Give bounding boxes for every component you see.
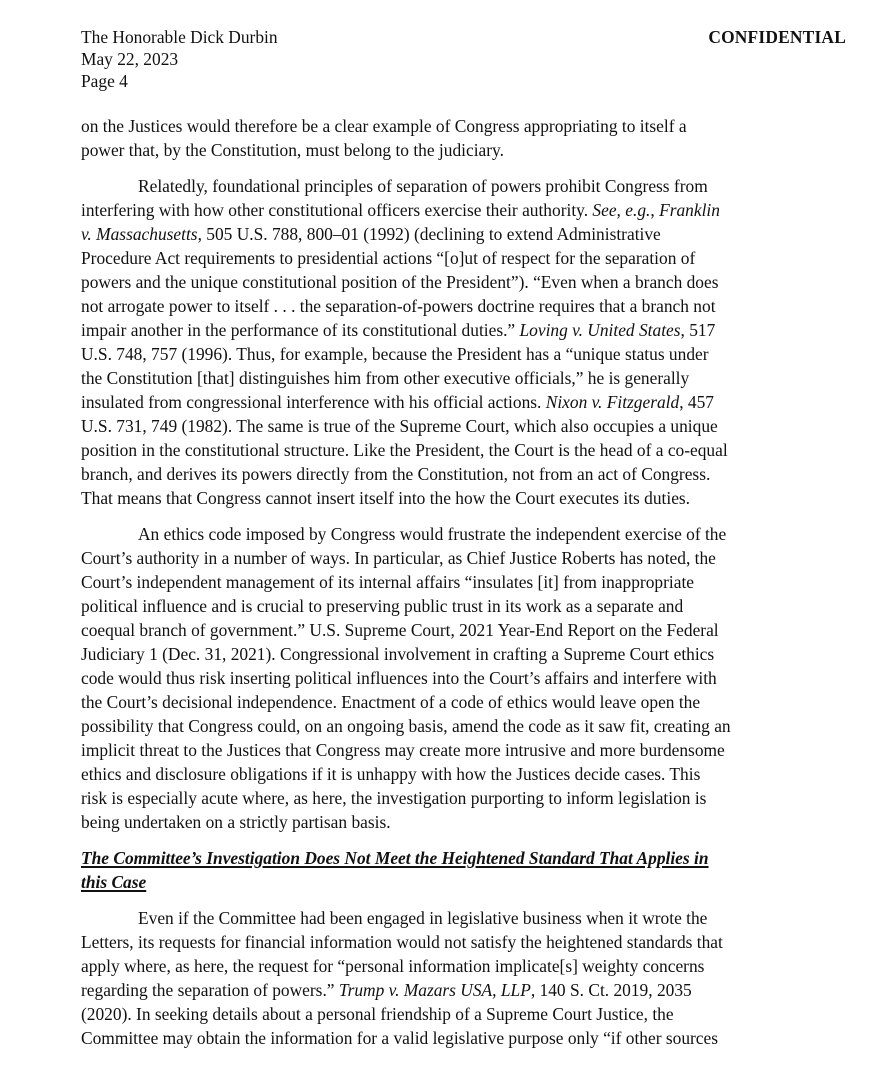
text-line: Judiciary 1 (Dec. 31, 2021). Congressional involvement in crafting a Supreme Court ethics [81,644,715,664]
text-line: coequal branch of government.” U.S. Supreme Court, 2021 Year-End Report on the Federal [81,620,719,640]
text-line: Court’s independent management of its internal affairs “insulates [it] from inappropriate [81,572,694,592]
text-line: power that, by the Constitution, must belong to the judiciary. [81,140,504,160]
case-name: v. Massachusetts [81,224,198,244]
case-name: Nixon v. Fitzgerald [545,392,680,412]
text-line: That means that Congress cannot insert itself into the how the Court executes its duties. [81,488,691,508]
text-line: An ethics code imposed by Congress would frustrate the independent exercise of the [138,524,727,544]
letter-header [81,26,278,92]
text-line: impair another in the performance of its constitutional duties.” Loving v. United States, 517 [81,320,716,340]
text-line: not arrogate power to itself . . . the separation-of-powers doctrine requires that a branch not [81,296,716,316]
text-line: insulated from congressional interference with his official actions. Nixon v. Fitzgerald, 457 [81,392,714,412]
text-line: being undertaken on a strictly partisan basis. [81,812,391,832]
text-line: apply where, as here, the request for “personal information implicate[s] weighty concerns [81,956,705,976]
text-line: on the Justices would therefore be a clear example of Congress appropriating to itself a [81,116,687,136]
paragraph-continuation [81,114,851,162]
text-line: possibility that Congress could, on an ongoing basis, amend the code as it saw fit, creating an [81,716,731,736]
text-line: Procedure Act requirements to presidential actions “[o]ut of respect for the separation of [81,248,696,268]
heading-line: The Committee’s Investigation Does Not Meet the Heightened Standard That Applies in [81,848,709,868]
heading-line: this Case [81,872,147,892]
text-line: political influence and is crucial to preserving public trust in its work as a separate and [81,596,684,616]
case-name: Franklin [659,200,720,220]
citation-signal: See, e.g. [592,200,651,220]
text-line: U.S. 748, 757 (1996). Thus, for example, because the President has a “unique status under [81,344,709,364]
page-number: Page 4 [81,71,128,91]
text-line: powers and the unique constitutional position of the President”). “Even when a branch does [81,272,719,292]
paragraph-heightened-standard [81,906,851,1050]
case-name: Loving v. United States [519,320,681,340]
text-line: U.S. 731, 749 (1982). The same is true of the Supreme Court, which also occupies a unique [81,416,718,436]
text-line: code would thus risk inserting political influences into the Court’s affairs and interfere with [81,668,717,688]
text-line: Letters, its requests for financial information would not satisfy the heightened standards that [81,932,723,952]
text-line: risk is especially acute where, as here, the investigation purporting to inform legislation is [81,788,707,808]
text-line: v. Massachusetts, 505 U.S. 788, 800–01 (1992) (declining to extend Administrative [81,224,661,244]
text-line: Committee may obtain the information for a valid legislative purpose only “if other sources [81,1028,719,1048]
section-heading [81,846,851,894]
text-line: position in the constitutional structure. Like the President, the Court is the head of a co-equal [81,440,728,460]
confidential-marking: CONFIDENTIAL [708,27,846,47]
text-line: ethics and disclosure obligations if it is unhappy with how the Justices decide cases. This [81,764,701,784]
text-line: Relatedly, foundational principles of separation of powers prohibit Congress from [138,176,708,196]
case-name: Trump v. Mazars USA, LLP [338,980,531,1000]
text-line: Even if the Committee had been engaged in legislative business when it wrote the [138,908,708,928]
text-line: (2020). In seeking details about a personal friendship of a Supreme Court Justice, the [81,1004,674,1024]
recipient-name: The Honorable Dick Durbin [81,27,278,47]
letter-date: May 22, 2023 [81,49,179,69]
paragraph-separation-of-powers [81,174,851,510]
paragraph-ethics-code [81,522,851,834]
text-line: Court’s authority in a number of ways. In particular, as Chief Justice Roberts has noted, the [81,548,716,568]
text-line: the Court’s decisional independence. Enactment of a code of ethics would leave open the [81,692,701,712]
text-line: the Constitution [that] distinguishes him from other executive officials,” he is generally [81,368,690,388]
text-line: interfering with how other constitutional officers exercise their authority. See, e.g., Franklin [81,200,720,220]
text-line: branch, and derives its powers directly from the Constitution, not from an act of Congress. [81,464,711,484]
text-line: regarding the separation of powers.” Trump v. Mazars USA, LLP, 140 S. Ct. 2019, 2035 [81,980,692,1000]
text-line: implicit threat to the Justices that Congress may create more intrusive and more burdensome [81,740,725,760]
